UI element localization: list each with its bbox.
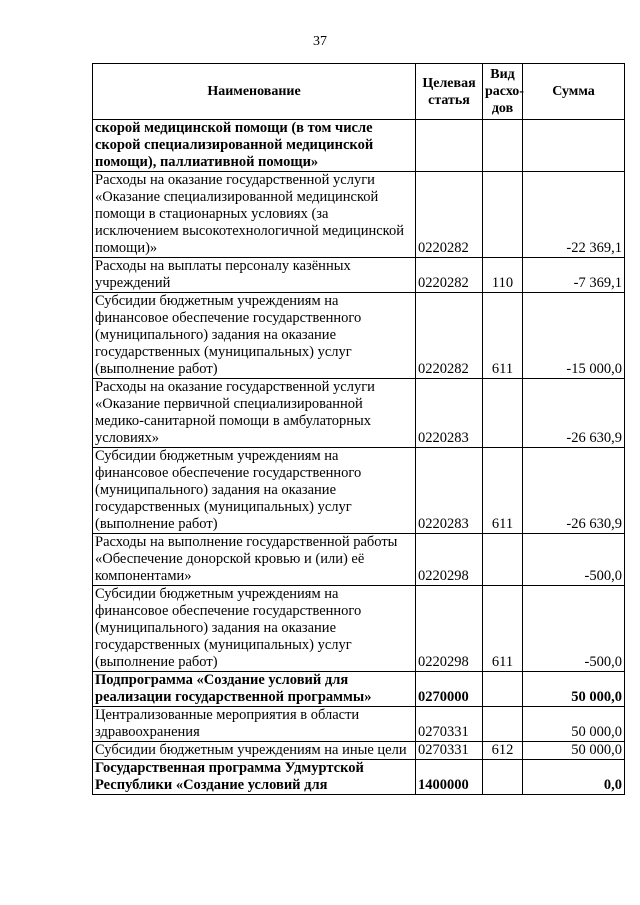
row-article: 0220282 bbox=[416, 293, 483, 379]
row-name: Субсидии бюджетным учреждениям на финансовое обеспечение государственного (муниципального) задания на оказание государственных (муниципальных) услуг (выполнение работ) bbox=[93, 448, 416, 534]
row-kind: 611 bbox=[483, 586, 523, 672]
table-row bbox=[93, 672, 625, 707]
row-sum: 0,0 bbox=[523, 760, 625, 795]
table-row bbox=[93, 586, 625, 672]
row-kind bbox=[483, 172, 523, 258]
budget-table bbox=[92, 63, 625, 795]
row-article: 0270331 bbox=[416, 707, 483, 742]
row-article: 0220282 bbox=[416, 172, 483, 258]
row-article: 0220283 bbox=[416, 379, 483, 448]
table-row bbox=[93, 742, 625, 760]
row-kind bbox=[483, 672, 523, 707]
row-name: Субсидии бюджетным учреждениям на финансовое обеспечение государственного (муниципального) задания на оказание государственных (муниципальных) услуг (выполнение работ) bbox=[93, 293, 416, 379]
row-kind bbox=[483, 534, 523, 586]
row-sum: -500,0 bbox=[523, 586, 625, 672]
table-row bbox=[93, 707, 625, 742]
row-kind bbox=[483, 760, 523, 795]
row-kind: 110 bbox=[483, 258, 523, 293]
header-sum: Сумма bbox=[523, 64, 625, 120]
row-name: Субсидии бюджетным учреждениям на иные цели bbox=[93, 742, 416, 760]
row-sum: -22 369,1 bbox=[523, 172, 625, 258]
row-kind bbox=[483, 707, 523, 742]
table-header-row bbox=[93, 64, 625, 120]
row-article: 1400000 bbox=[416, 760, 483, 795]
row-name: Расходы на выплаты персоналу казённых учреждений bbox=[93, 258, 416, 293]
table-row bbox=[93, 120, 625, 172]
row-sum: -15 000,0 bbox=[523, 293, 625, 379]
row-name: Централизованные мероприятия в области здравоохранения bbox=[93, 707, 416, 742]
row-kind: 612 bbox=[483, 742, 523, 760]
row-article: 0270000 bbox=[416, 672, 483, 707]
row-name: Подпрограмма «Создание условий для реализации государственной программы» bbox=[93, 672, 416, 707]
row-kind: 611 bbox=[483, 448, 523, 534]
page-number: 37 bbox=[313, 34, 327, 49]
row-article: 0220298 bbox=[416, 534, 483, 586]
row-sum: 50 000,0 bbox=[523, 742, 625, 760]
table-row bbox=[93, 379, 625, 448]
row-sum bbox=[523, 120, 625, 172]
row-article: 0220283 bbox=[416, 448, 483, 534]
row-article: 0220282 bbox=[416, 258, 483, 293]
row-sum: 50 000,0 bbox=[523, 707, 625, 742]
header-expense-kind: Вид расхо-дов bbox=[483, 64, 523, 120]
row-name: Государственная программа Удмуртской Республики «Создание условий для bbox=[93, 760, 416, 795]
row-article: 0220298 bbox=[416, 586, 483, 672]
row-sum: -500,0 bbox=[523, 534, 625, 586]
row-article: 0270331 bbox=[416, 742, 483, 760]
row-sum: 50 000,0 bbox=[523, 672, 625, 707]
table-row bbox=[93, 448, 625, 534]
row-article bbox=[416, 120, 483, 172]
table-row bbox=[93, 258, 625, 293]
row-sum: -26 630,9 bbox=[523, 448, 625, 534]
table-row bbox=[93, 760, 625, 795]
header-target-article: Целевая статья bbox=[416, 64, 483, 120]
row-name: Расходы на оказание государственной услуги «Оказание первичной специализированной медико-санитарной помощи в амбулаторных условиях» bbox=[93, 379, 416, 448]
row-name: Расходы на оказание государственной услуги «Оказание специализированной медицинской помощи в стационарных условиях (за исключением высокотехнологичной медицинской помощи)» bbox=[93, 172, 416, 258]
table-row bbox=[93, 172, 625, 258]
row-kind: 611 bbox=[483, 293, 523, 379]
table-row bbox=[93, 534, 625, 586]
row-kind bbox=[483, 379, 523, 448]
row-name: Расходы на выполнение государственной работы «Обеспечение донорской кровью и (или) её компонентами» bbox=[93, 534, 416, 586]
row-sum: -26 630,9 bbox=[523, 379, 625, 448]
row-name: скорой медицинской помощи (в том числе скорой специализированной медицинской помощи), паллиативной помощи» bbox=[93, 120, 416, 172]
row-kind bbox=[483, 120, 523, 172]
table-row bbox=[93, 293, 625, 379]
header-name: Наименование bbox=[93, 64, 416, 120]
row-name: Субсидии бюджетным учреждениям на финансовое обеспечение государственного (муниципального) задания на оказание государственных (муниципальных) услуг (выполнение работ) bbox=[93, 586, 416, 672]
row-sum: -7 369,1 bbox=[523, 258, 625, 293]
